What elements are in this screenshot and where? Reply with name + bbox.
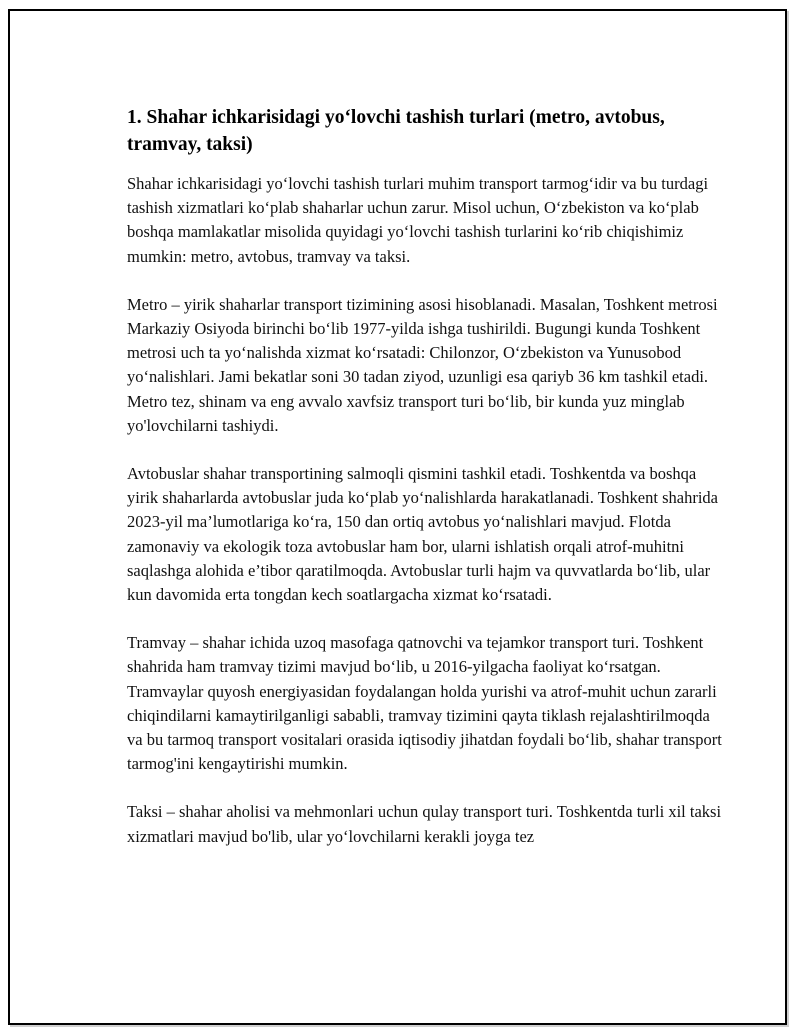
document-body [127,104,727,873]
paragraph-tramvay: Tramvay – shahar ichida uzoq masofaga qatnovchi va tejamkor transport turi. Toshkent shahrida ham tramvay tizimi mavjud bo‘lib, u 2016-yilgacha faoliyat ko‘rsatgan. Tramvaylar quyosh energiyasidan foydalangan holda yurishi va atrof-muhit uchun zararli chiqindilarni kamaytirilganligi sababli, tramvay tizimini qayta tiklash rejalashtirilmoqda va bu tarmoq transport vositalari orasida iqtisodiy jihatdan foydali bo‘lib, shahar transport tarmog'ini kengaytirishi mumkin. [127,633,722,774]
page-frame [8,9,787,1025]
section-heading: 1. Shahar ichkarisidagi yo‘lovchi tashish turlari (metro, avtobus, tramvay, taksi) [127,107,665,155]
paragraph-intro: Shahar ichkarisidagi yo‘lovchi tashish turlari muhim transport tarmog‘idir va bu turdagi tashish xizmatlari ko‘plab shaharlar uchun zarur. Misol uchun, O‘zbekiston va ko‘plab boshqa mamlakatlar misolida quyidagi yo‘lovchi tashish turlarini ko‘rib chiqishimiz mumkin: metro, avtobus, tramvay va taksi. [127,174,709,266]
paragraph-avtobus: Avtobuslar shahar transportining salmoqli qismini tashkil etadi. Toshkentda va boshqa yirik shaharlarda avtobuslar juda ko‘plab yo‘nalishlarda harakatlanadi. Toshkent shahrida 2023-yil ma’lumotlariga ko‘ra, 150 dan ortiq avtobus yo‘nalishlari mavjud. Flotda zamonaviy va ekologik toza avtobuslar ham bor, ularni ishlatish orqali atrof-muhitni saqlashga alohida e’tibor qaratilmoqda. Avtobuslar turli hajm va quvvatlarda bo‘lib, ular kun davomida erta tongdan kech soatlargacha xizmat ko‘rsatadi. [127,464,718,605]
paragraph-metro: Metro – yirik shaharlar transport tizimining asosi hisoblanadi. Masalan, Toshkent metrosi Markaziy Osiyoda birinchi bo‘lib 1977-yilda ishga tushirildi. Bugungi kunda Toshkent metrosi uch ta yo‘nalishda xizmat ko‘rsatadi: Chilonzor, O‘zbekiston va Yunusobod yo‘nalishlari. Jami bekatlar soni 30 tadan ziyod, uzunligi esa qariyb 36 km tashkil etadi. Metro tez, shinam va eng avvalo xavfsiz transport turi bo‘lib, bir kunda yuz minglab yo'lovchilarni tashiydi. [127,294,718,435]
paragraph-taksi: Taksi – shahar aholisi va mehmonlari uchun qulay transport turi. Toshkentda turli xil taksi xizmatlari mavjud bo'lib, ular yo‘lovchilarni kerakli joyga tez [127,802,722,846]
